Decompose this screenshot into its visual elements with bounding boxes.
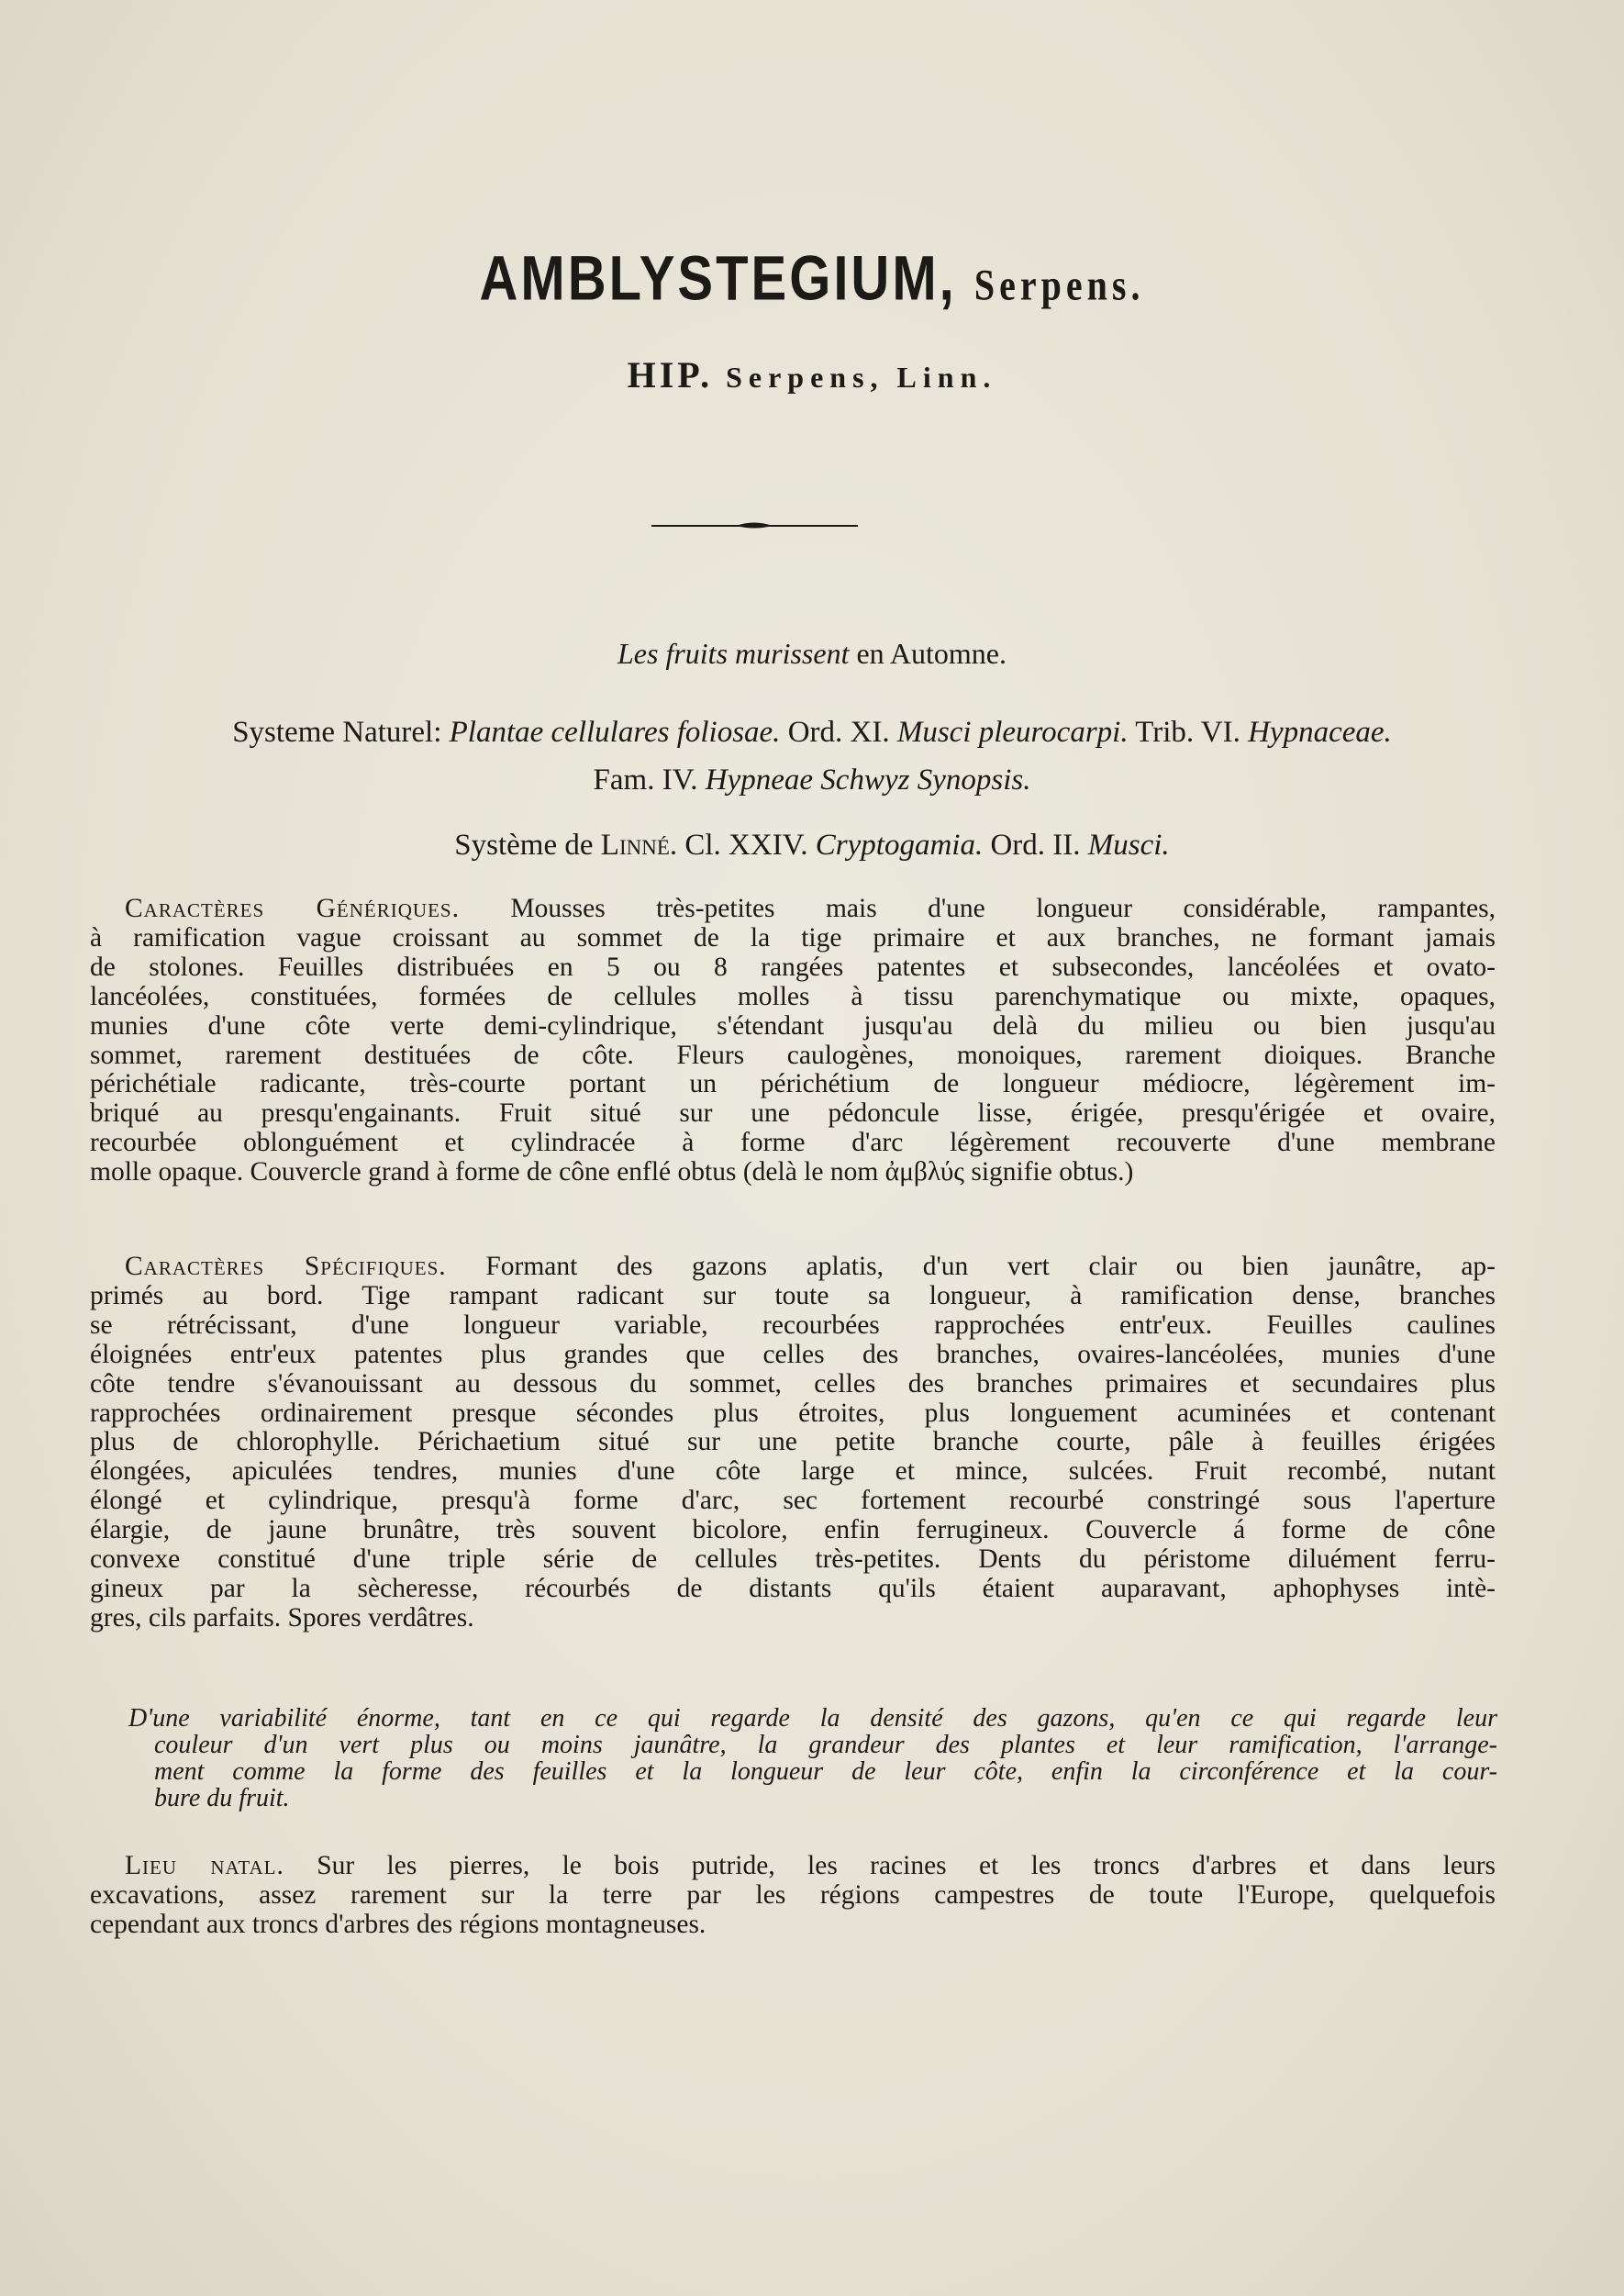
paragraph-line [90, 1253, 1496, 1282]
systeme-naturel-hypneae: Hypneae Schwyz Synopsis. [705, 763, 1031, 797]
systeme-naturel-plantae: Plantae cellulares foliosae. [449, 716, 781, 749]
habitat-lead: Lieu natal. [125, 1851, 284, 1880]
paragraph-line: plus de chlorophylle. Périchaetium situé sur une petite branche courte, pâle à feuilles érigées [90, 1427, 1496, 1457]
paragraph-line: cependant aux troncs d'arbres des régions montagneuses. [90, 1909, 706, 1939]
paragraph-line: gres, cils parfaits. Spores verdâtres. [90, 1602, 474, 1633]
systeme-linne-line [0, 829, 1624, 863]
paragraph-line: éloignées entr'eux patentes plus grandes que celles des branches, ovaires-lancéolées, munies d'une [90, 1339, 1496, 1369]
subtitle-species: Serpens, [726, 361, 884, 394]
paragraph-line: D'une variabilité énorme, tant en ce qui regarde la densité des gazons, qu'en ce qui regarde leur [128, 1704, 1497, 1733]
paragraph-line: sommet, rarement destituées de côte. Fleurs caulogènes, monoiques, rarement dioiques. Branche [90, 1040, 1496, 1070]
generic-characters-paragraph [90, 895, 1496, 1187]
title-species: Serpens. [973, 261, 1145, 310]
systeme-naturel-line-2 [0, 763, 1624, 797]
paragraph-line: ment comme la forme des feuilles et la longueur de leur côte, enfin la circonférence et la cour- [154, 1757, 1497, 1786]
systeme-naturel-hypnaceae: Hypnaceae. [1248, 716, 1392, 749]
generic-lead: Caractères Génériques. [125, 894, 460, 923]
paragraph-line: de stolones. Feuilles distribuées en 5 ou 8 rangées patentes et subsecondes, lancéolées et ovato- [90, 952, 1496, 982]
paragraph-line: se rétrécissant, d'une longueur variable, recourbées rapprochées entr'eux. Feuilles caulines [90, 1310, 1496, 1340]
line-text: Sur les pierres, le bois putride, les racines et les troncs d'arbres et dans leurs [317, 1851, 1496, 1880]
paragraph-line: élongé et cylindrique, presqu'à forme d'arc, sec fortement recourbé constringé sous l'aperture [90, 1486, 1496, 1516]
habitat-paragraph [90, 1852, 1496, 1940]
subtitle-author: Linn. [896, 361, 997, 394]
systeme-linne-label: Système de [454, 829, 594, 862]
specific-lead: Caractères Spécifiques. [125, 1252, 447, 1281]
systeme-naturel-fam: Fam. IV. [593, 763, 698, 797]
systeme-naturel-label: Systeme Naturel: [232, 716, 442, 749]
paragraph-line: côte tendre s'évanouissant au dessous du sommet, celles des branches primaires et secundaires plus [90, 1368, 1496, 1399]
paragraph-line: bure du fruit. [154, 1784, 290, 1812]
line-text: Formant des gazons aplatis, d'un vert clair ou bien jaunâtre, ap- [485, 1252, 1496, 1281]
paragraph-line: élargie, de jaune brunâtre, très souvent bicolore, enfin ferrugineux. Couvercle á forme de cône [90, 1515, 1496, 1545]
specific-characters-paragraph [90, 1253, 1496, 1633]
systeme-naturel-ord: Ord. XI. [787, 716, 890, 749]
paragraph-line: recourbée oblonguément et cylindracée à forme d'arc légèrement recouverte d'une membrane [90, 1128, 1496, 1158]
paragraph-line: munies d'une côte verte demi-cylindrique, s'étendant jusqu'au delà du milieu ou bien jusqu'au [90, 1010, 1496, 1041]
paragraph-line: briqué au presqu'engainants. Fruit situé sur une pédoncule lisse, érigée, presqu'érigée et ovaire, [90, 1098, 1496, 1129]
systeme-linne-musci: Musci. [1087, 829, 1170, 862]
paragraph-line: rapprochées ordinairement presque sécondes plus étroites, plus longuement acuminées et contenant [90, 1398, 1496, 1428]
paragraph-line: lancéolées, constituées, formées de cellules molles à tissu parenchymatique ou mixte, opaques, [90, 981, 1496, 1011]
title-genus: AMBLYSTEGIUM, [479, 243, 957, 314]
line-text: Mousses très-petites mais d'une longueur considérable, rampantes, [510, 894, 1496, 923]
variability-note [128, 1704, 1497, 1812]
systeme-naturel-trib: Trib. VI. [1135, 716, 1240, 749]
page-title [0, 242, 1624, 315]
paragraph-line [90, 1852, 1496, 1881]
paragraph-line: primés au bord. Tige rampant radicant sur toute sa longueur, à ramification dense, branches [90, 1280, 1496, 1310]
systeme-linne-ord: Ord. II. [990, 829, 1081, 862]
systeme-naturel-musci: Musci pleurocarpi. [896, 716, 1129, 749]
systeme-linne-class: Cl. XXIV. [684, 829, 808, 862]
season-normal: en Automne. [856, 637, 1007, 670]
systeme-naturel-line-1 [0, 716, 1624, 750]
systeme-linne-cryptogamia: Cryptogamia. [815, 829, 984, 862]
paragraph-line: élongées, apiculées tendres, munies d'une côte large et mince, sulcées. Fruit recombé, nutant [90, 1456, 1496, 1487]
paragraph-line: excavations, assez rarement sur la terre par les régions campestres de toute l'Europe, quelquefois [90, 1879, 1496, 1910]
paragraph-line: couleur d'un vert plus ou moins jaunâtre, la grandeur des plantes et leur ramification, l'arrange- [154, 1731, 1497, 1759]
page-subtitle [0, 353, 1624, 396]
paragraph-line: convexe constitué d'une triple série de cellules très-petites. Dents du péristome diluément ferru- [90, 1544, 1496, 1575]
systeme-linne-name: Linné. [600, 829, 678, 862]
paragraph-line: à ramification vague croissant au sommet de la tige primaire et aux branches, ne formant jamais [90, 922, 1496, 953]
subtitle-genus: HIP. [627, 354, 714, 396]
ornamental-divider [651, 519, 858, 532]
season-note [0, 637, 1624, 671]
paragraph-line: périchétiale radicante, très-courte portant un périchétium de longueur médiocre, légèrement im- [90, 1069, 1496, 1099]
paragraph-line [90, 895, 1496, 924]
paragraph-line: molle opaque. Couvercle grand à forme de cône enflé obtus (delà le nom ἀμβλύς signifie obtus.) [90, 1157, 1134, 1187]
season-italic: Les fruits murissent [617, 637, 850, 670]
paragraph-line: gineux par la sècheresse, récourbés de distants qu'ils étaient auparavant, aphophyses intè- [90, 1573, 1496, 1603]
